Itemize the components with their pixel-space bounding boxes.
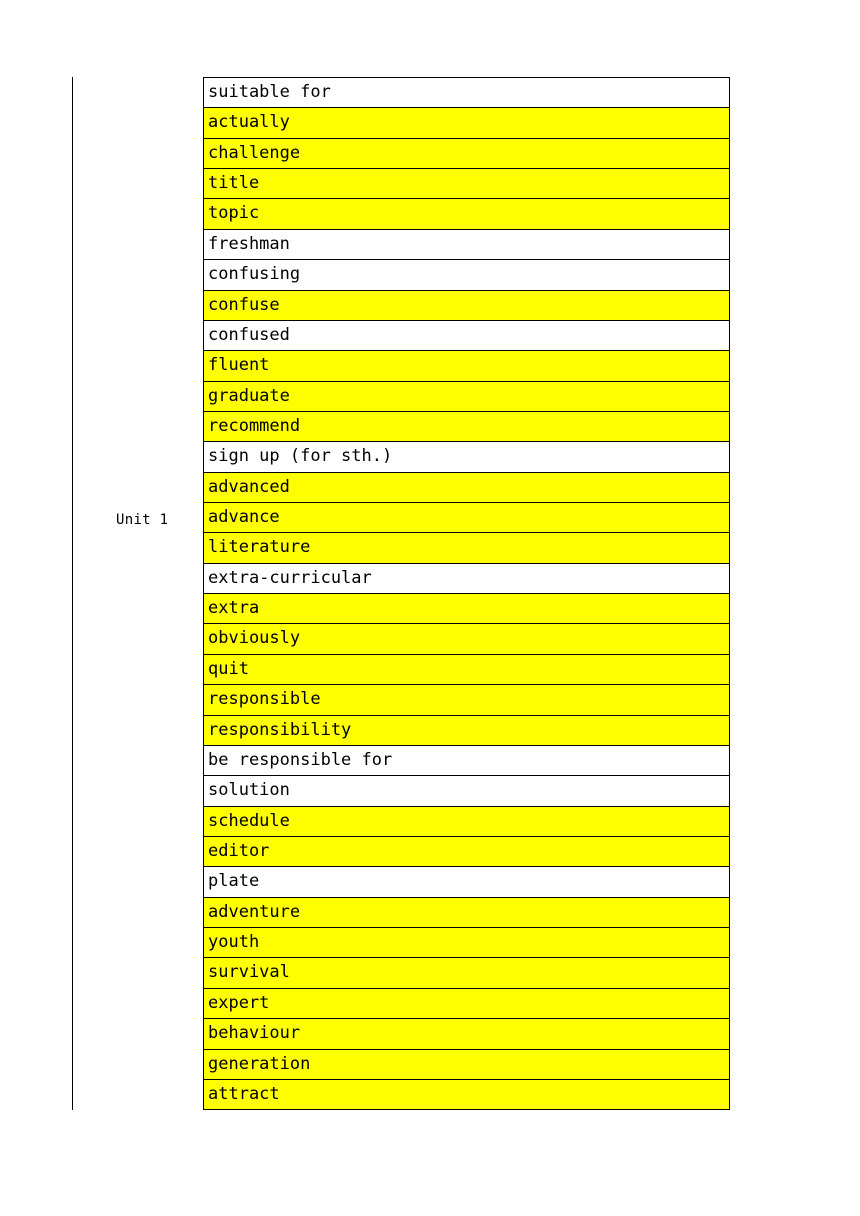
vocab-row: adventure — [204, 898, 729, 928]
vocab-row: topic — [204, 199, 729, 229]
vocab-row: freshman — [204, 230, 729, 260]
vocab-row: obviously — [204, 624, 729, 654]
vocab-row: expert — [204, 989, 729, 1019]
vocab-row: actually — [204, 108, 729, 138]
vocab-row: behaviour — [204, 1019, 729, 1049]
vocab-row: advance — [204, 503, 729, 533]
left-border-line — [72, 77, 73, 1110]
vocab-row: confused — [204, 321, 729, 351]
vocabulary-table — [203, 77, 730, 1110]
vocab-row: plate — [204, 867, 729, 897]
vocab-row: be responsible for — [204, 746, 729, 776]
vocab-row: suitable for — [204, 78, 729, 108]
vocab-row: quit — [204, 655, 729, 685]
vocab-row: youth — [204, 928, 729, 958]
vocab-row: extra-curricular — [204, 564, 729, 594]
vocab-row: extra — [204, 594, 729, 624]
unit-label: Unit 1 — [116, 512, 169, 528]
vocab-row: editor — [204, 837, 729, 867]
vocab-row: confusing — [204, 260, 729, 290]
vocab-row: recommend — [204, 412, 729, 442]
vocab-row: advanced — [204, 473, 729, 503]
vocab-row: survival — [204, 958, 729, 988]
vocab-row: challenge — [204, 139, 729, 169]
vocab-row: generation — [204, 1050, 729, 1080]
vocab-row: literature — [204, 533, 729, 563]
vocab-row: confuse — [204, 291, 729, 321]
vocab-row: attract — [204, 1080, 729, 1110]
vocab-row: fluent — [204, 351, 729, 381]
vocab-row: solution — [204, 776, 729, 806]
vocab-row: title — [204, 169, 729, 199]
vocab-row: responsibility — [204, 716, 729, 746]
vocab-row: sign up (for sth.) — [204, 442, 729, 472]
vocab-row: schedule — [204, 807, 729, 837]
vocab-row: responsible — [204, 685, 729, 715]
vocab-row: graduate — [204, 382, 729, 412]
